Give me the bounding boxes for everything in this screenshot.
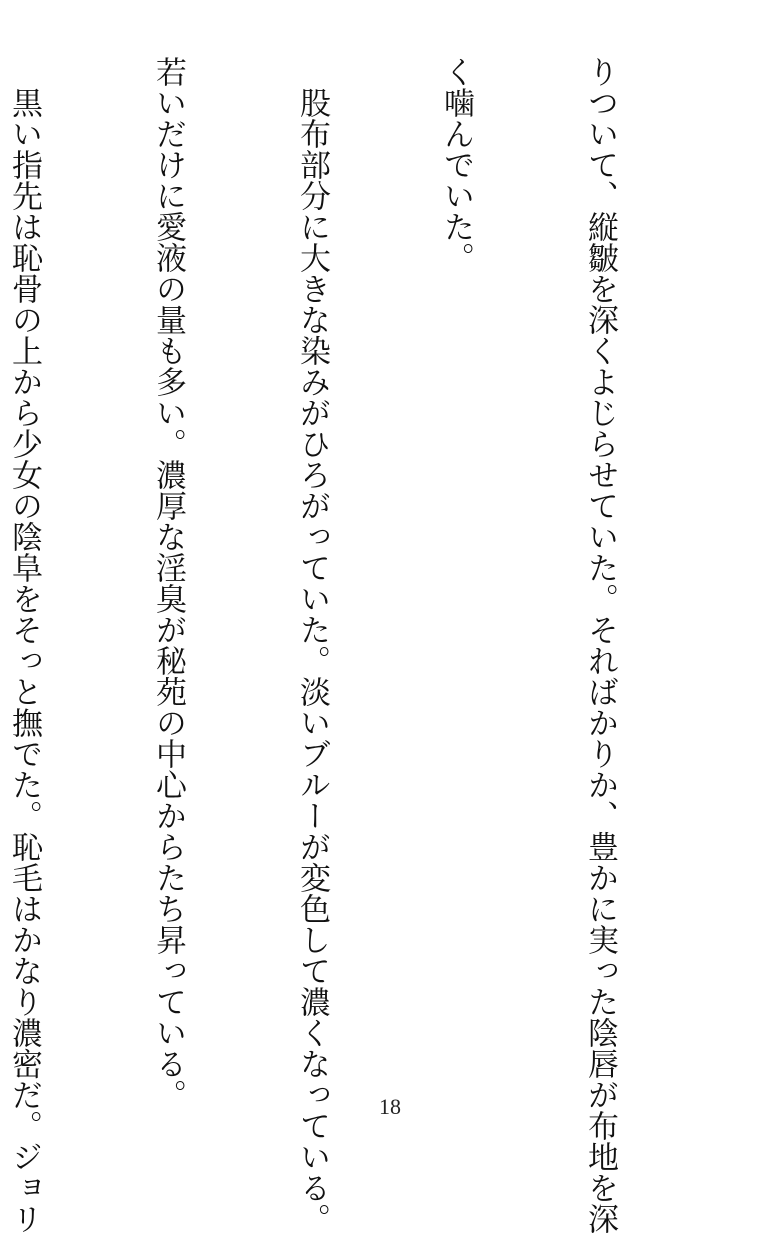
text-line: 股布部分に大きな染みがひろがっていた。淡いブルーが変色して濃くなっている。 — [294, 56, 330, 1234]
page-number: 18 — [379, 1094, 401, 1119]
text-line: く噛んでいた。 — [438, 56, 474, 273]
text-line: 黒い指先は恥骨の上から少女の陰阜をそっと撫でた。恥毛はかなり濃密だ。ジョリ — [6, 56, 42, 1234]
text-line: りついて、縦皺を深くよじらせていた。そればかりか、豊かに実った陰唇が布地を深 — [582, 56, 618, 1234]
text-line: 若いだけに愛液の量も多い。濃厚な淫臭が秘苑の中心からたち昇っている。 — [150, 56, 186, 1110]
